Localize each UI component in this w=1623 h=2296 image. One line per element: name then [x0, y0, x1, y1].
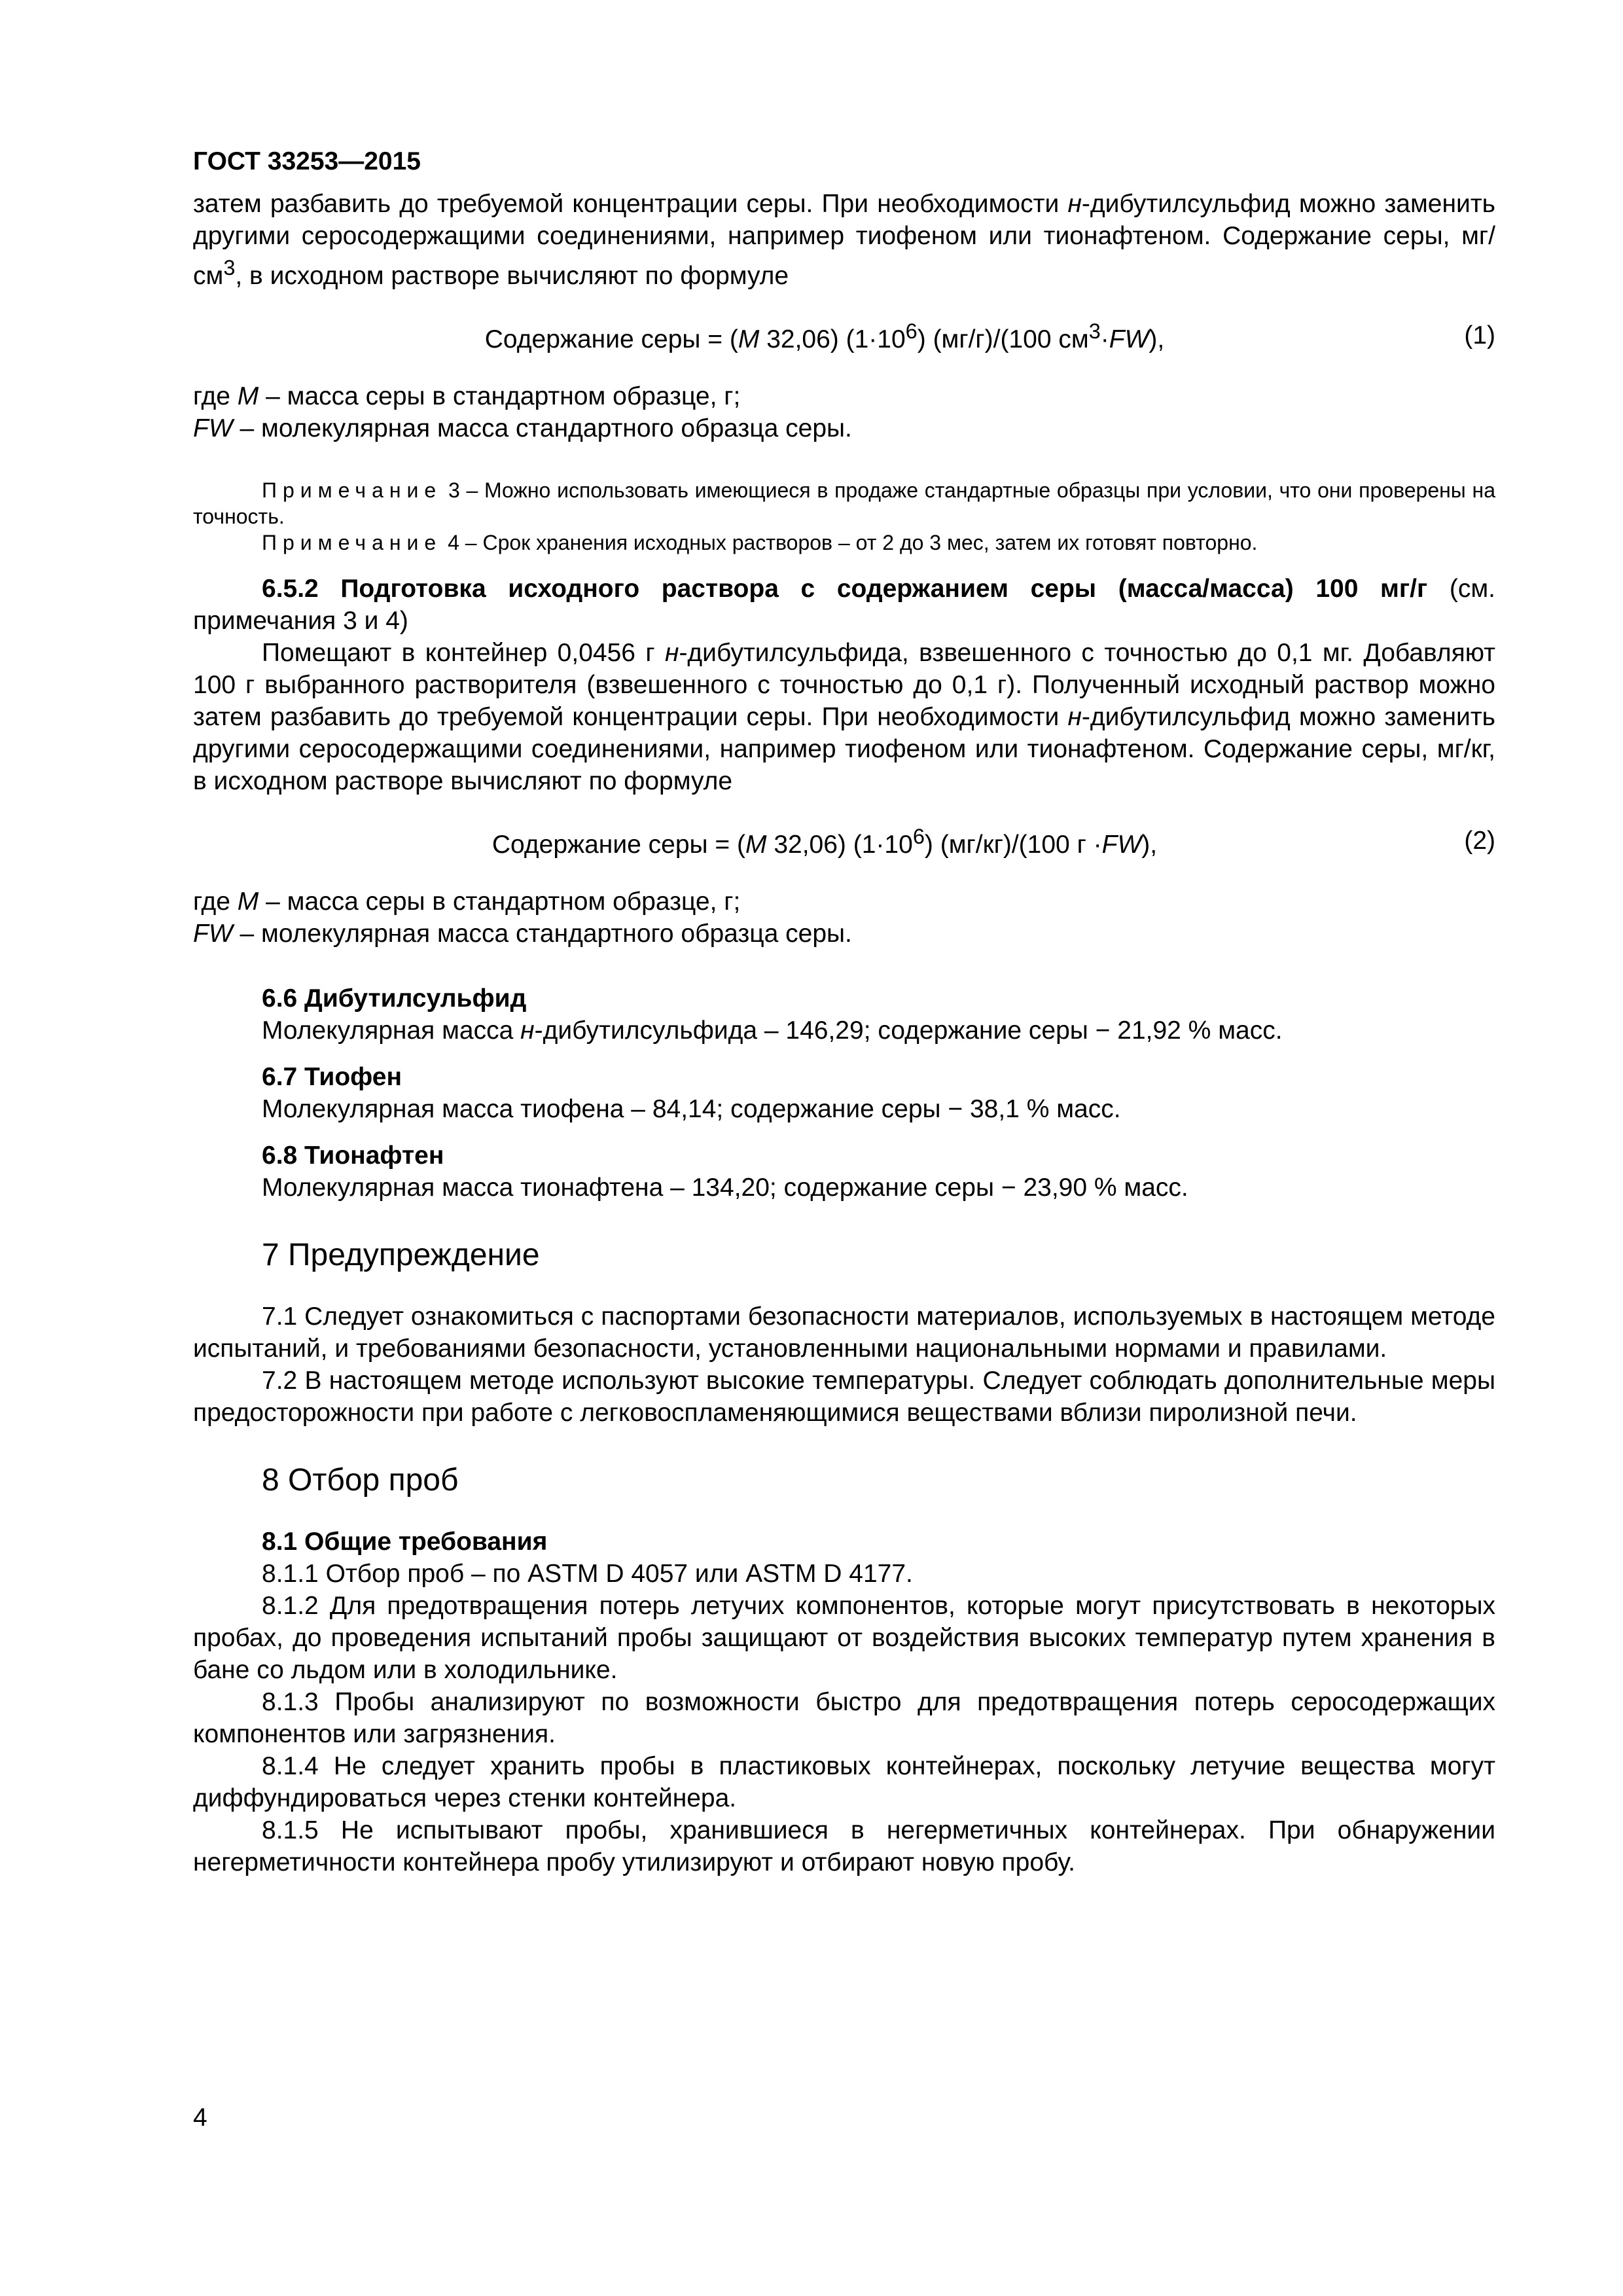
- formula-2-number: (2): [1464, 827, 1495, 855]
- note-text: 3 – Можно использовать имеющиеся в продаже стандартные образцы при условии, что они проверены на точность.: [193, 478, 1495, 528]
- superscript: 6: [905, 319, 918, 343]
- section-8-1-4-paragraph: 8.1.4 Не следует хранить пробы в пластиковых контейнерах, поскольку летучие вещества могут диффундироваться через стенки контейнера.: [193, 1752, 1495, 1812]
- text-run: ) (мг/кг)/(100 г ·: [924, 831, 1102, 859]
- text-run: , в исходном растворе вычисляют по формуле: [235, 262, 789, 290]
- section-7-1-paragraph: 7.1 Следует ознакомиться с паспортами безопасности материалов, используемых в настоящем методе испытаний, и требованиями безопасности, установленными национальными нормами и правилами.: [193, 1302, 1495, 1363]
- where-line: [193, 380, 1495, 412]
- text-run: -дибутилсульфид можно заменить другими серосодержащими соединениями, например тиофеном или тионафтеном. Содержание серы, мг/см: [193, 190, 1496, 290]
- text-run: затем разбавить до требуемой концентрации серы. При необходимости: [193, 190, 1068, 218]
- text-run: Содержание серы = (: [484, 325, 738, 353]
- where-line: [193, 412, 1495, 444]
- text-run: (см. примечания 3 и 4): [193, 575, 1495, 635]
- note-text: 4 – Срок хранения исходных растворов – от 2 до 3 мес, затем их готовят повторно.: [442, 531, 1258, 554]
- text-run: ) (мг/г)/(100 см: [917, 325, 1089, 353]
- note-3: [193, 477, 1495, 529]
- text-run: – масса серы в стандартном образце, г;: [259, 382, 741, 410]
- italic-run: FW: [1101, 831, 1142, 859]
- italic-run: FW: [193, 414, 233, 442]
- text-run: где: [193, 382, 238, 410]
- where-block-2: [193, 886, 1495, 950]
- formula-2-expression: [193, 821, 1456, 861]
- formula-1: [193, 315, 1495, 355]
- section-8-1-2-paragraph: 8.1.2 Для предотвращения потерь летучих компонентов, которые могут присутствовать в некоторых пробах, до проведения испытаний пробы защищают от воздействия высоких температур путем хранения в бане со льдом или в холодильнике.: [193, 1592, 1495, 1684]
- text-run: 32,06) (1·10: [759, 325, 906, 353]
- text-run: -дибутилсульфид можно заменить другими серосодержащими соединениями, например тиофеном или тионафтеном. Содержание серы, мг/кг, в исходном растворе вычисляют по формуле: [193, 703, 1496, 795]
- section-6-7-title: 6.7 Тиофен: [262, 1063, 402, 1091]
- italic-run: н: [664, 639, 679, 667]
- formula-1-expression: [193, 315, 1456, 355]
- formula-2: [193, 821, 1495, 861]
- text-run: ·: [1100, 325, 1109, 353]
- text-run: ),: [1149, 325, 1165, 353]
- superscript: 3: [1088, 319, 1101, 343]
- text-run: – молекулярная масса стандартного образца серы.: [232, 414, 852, 442]
- section-7-heading: 7 Предупреждение: [262, 1238, 540, 1272]
- text-run: – масса серы в стандартном образце, г;: [259, 888, 741, 916]
- notes-block: [193, 477, 1495, 556]
- superscript: 6: [912, 825, 925, 848]
- note-4: [193, 529, 1495, 556]
- page-number: 4: [193, 2104, 207, 2132]
- where-line: [193, 918, 1495, 950]
- where-line: [193, 886, 1495, 918]
- text-run: -дибутилсульфида, взвешенного с точностью до 0,1 мг. Добавляют 100 г выбранного растворителя (взвешенного с точностью до 0,1 г). Полученный исходный раствор можно затем разбавить до требуемой концентрации серы. При необходимости: [193, 639, 1495, 731]
- italic-run: M: [237, 382, 259, 410]
- text-run: Содержание серы = (: [491, 831, 745, 859]
- section-6-5-2-paragraph: [193, 637, 1495, 797]
- text-run: Помещают в контейнер 0,0456 г: [262, 639, 665, 667]
- superscript: 3: [223, 256, 236, 279]
- section-8-1-5-paragraph: 8.1.5 Не испытывают пробы, хранившиеся в негерметичных контейнерах. При обнаружении негерметичности контейнера пробу утилизируют и отбирают новую пробу.: [193, 1816, 1495, 1876]
- section-6-5-2-title: [193, 573, 1495, 637]
- section-8-1-3-paragraph: 8.1.3 Пробы анализируют по возможности быстро для предотвращения потерь серосодержащих компонентов или загрязнения.: [193, 1688, 1495, 1748]
- section-8-1-title: 8.1 Общие требования: [262, 1528, 548, 1556]
- italic-run: н: [520, 1016, 535, 1045]
- italic-run: FW: [193, 920, 233, 948]
- standard-designation: ГОСТ 33253—2015: [193, 147, 421, 175]
- bold-run: 6.5.2 Подготовка исходного раствора с содержанием серы (масса/масса) 100 мг/г: [262, 575, 1428, 603]
- italic-run: M: [738, 325, 760, 353]
- italic-run: н: [1067, 190, 1082, 218]
- section-8-heading: 8 Отбор проб: [262, 1463, 459, 1498]
- note-label: Примечание: [262, 478, 442, 502]
- section-7-2-paragraph: 7.2 В настоящем методе используют высокие температуры. Следует соблюдать дополнительные меры предосторожности при работе с легковоспламеняющимися веществами вблизи пиролизной печи.: [193, 1367, 1495, 1427]
- text-run: 32,06) (1·10: [766, 831, 913, 859]
- formula-1-number: (1): [1464, 321, 1495, 350]
- text-run: -дибутилсульфида – 146,29; содержание серы − 21,92 % масс.: [534, 1016, 1283, 1045]
- text-run: ),: [1141, 831, 1158, 859]
- text-run: Молекулярная масса: [262, 1016, 521, 1045]
- text-run: где: [193, 888, 238, 916]
- document-page: [193, 145, 1495, 1878]
- italic-run: FW: [1109, 325, 1149, 353]
- section-6-7-text: Молекулярная масса тиофена – 84,14; содержание серы − 38,1 % масс.: [262, 1095, 1121, 1123]
- section-6-6-text: [262, 1014, 1495, 1047]
- section-6-6-title: 6.6 Дибутилсульфид: [262, 984, 527, 1013]
- italic-run: M: [745, 831, 767, 859]
- intro-paragraph: [193, 188, 1495, 292]
- where-block-1: [193, 380, 1495, 444]
- italic-run: н: [1067, 703, 1082, 731]
- note-label: Примечание: [262, 531, 442, 554]
- section-8-1-1-paragraph: 8.1.1 Отбор проб – по ASTM D 4057 или ASTM D 4177.: [262, 1560, 913, 1588]
- section-6-8-title: 6.8 Тионафтен: [262, 1141, 444, 1170]
- italic-run: M: [237, 888, 259, 916]
- section-6-8-text: Молекулярная масса тионафтена – 134,20; содержание серы − 23,90 % масс.: [262, 1174, 1188, 1202]
- text-run: – молекулярная масса стандартного образца серы.: [232, 920, 852, 948]
